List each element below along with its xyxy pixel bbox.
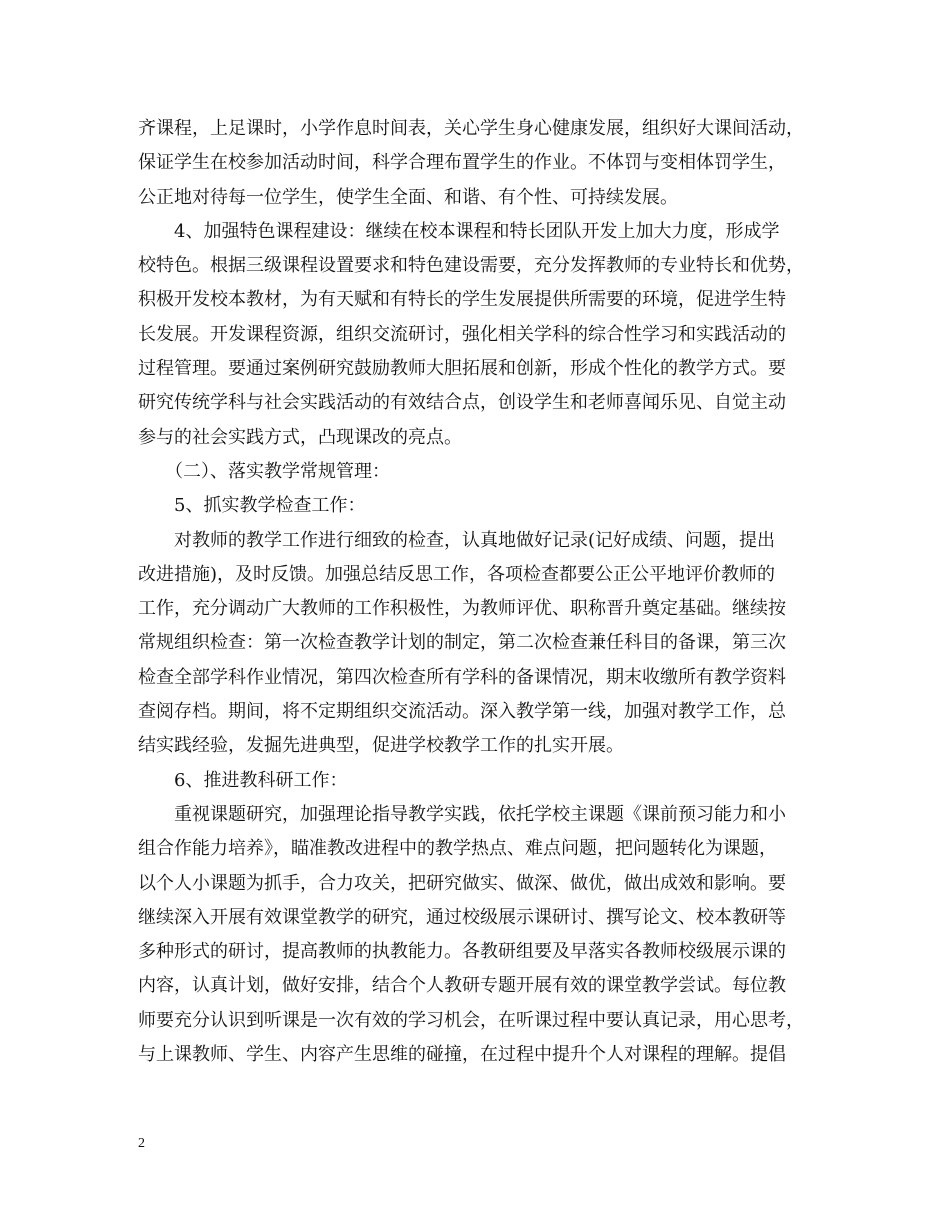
page-number: 2 bbox=[138, 1136, 145, 1151]
text-line: 查阅存档。期间，将不定期组织交流活动。深入教学第一线，加强对教学工作，总 bbox=[138, 701, 786, 723]
document-body bbox=[138, 112, 838, 1072]
text-line: 6、推进教科研工作： bbox=[138, 769, 348, 791]
text-line: 过程管理。要通过案例研究鼓励教师大胆拓展和创新，形成个性化的教学方式。要 bbox=[138, 358, 786, 380]
text-line: 对教师的教学工作进行细致的检查，认真地做好记录(记好成绩、问题，提出 bbox=[138, 529, 776, 551]
text-line: 师要充分认识到听课是一次有效的学习机会，在听课过程中要认真记录，用心思考， bbox=[138, 1009, 804, 1031]
text-line: 长发展。开发课程资源，组织交流研讨，强化相关学科的综合性学习和实践活动的 bbox=[138, 323, 786, 345]
text-line: 4、加强特色课程建设：继续在校本课程和特长团队开发上加大力度，形成学 bbox=[138, 220, 780, 242]
text-line: （二）、落实教学常规管理： bbox=[138, 460, 390, 482]
text-line: 保证学生在校参加活动时间，科学合理布置学生的作业。不体罚与变相体罚学生， bbox=[138, 152, 786, 174]
text-line: 组合作能力培养》，瞄准教改进程中的教学热点、难点问题，把问题转化为课题， bbox=[138, 838, 777, 860]
text-line: 工作，充分调动广大教师的工作积极性，为教师评优、职称晋升奠定基础。继续按 bbox=[138, 598, 786, 620]
text-line: 继续深入开展有效课堂教学的研究，通过校级展示课研讨、撰写论文、校本教研等 bbox=[138, 906, 786, 928]
text-line: 内容，认真计划，做好安排，结合个人教研专题开展有效的课堂教学尝试。每位教 bbox=[138, 975, 786, 997]
text-line: 检查全部学科作业情况，第四次检查所有学科的备课情况，期末收缴所有教学资料 bbox=[138, 666, 786, 688]
text-line: 改进措施)，及时反馈。加强总结反思工作，各项检查都要公正公平地评价教师的 bbox=[138, 563, 776, 585]
text-line: 参与的社会实践方式，凸现课改的亮点。 bbox=[138, 426, 462, 448]
text-line: 常规组织检查：第一次检查教学计划的制定，第二次检查兼任科目的备课，第三次 bbox=[138, 632, 786, 654]
text-line: 以个人小课题为抓手，合力攻关，把研究做实、做深、做优，做出成效和影响。要 bbox=[138, 872, 786, 894]
text-line: 5、抓实教学检查工作： bbox=[138, 495, 366, 517]
text-line: 与上课教师、学生、内容产生思维的碰撞，在过程中提升个人对课程的理解。提倡 bbox=[138, 1044, 786, 1066]
text-line: 重视课题研究，加强理论指导教学实践，依托学校主课题《课前预习能力和小 bbox=[138, 803, 786, 825]
text-line: 结实践经验，发掘先进典型，促进学校教学工作的扎实开展。 bbox=[138, 735, 624, 757]
text-line: 公正地对待每一位学生，使学生全面、和谐、有个性、可持续发展。 bbox=[138, 186, 678, 208]
text-line: 研究传统学科与社会实践活动的有效结合点，创设学生和老师喜闻乐见、自觉主动 bbox=[138, 392, 786, 414]
text-line: 校特色。根据三级课程设置要求和特色建设需要，充分发挥教师的专业特长和优势， bbox=[138, 255, 804, 277]
text-line: 齐课程，上足课时，小学作息时间表，关心学生身心健康发展，组织好大课间活动， bbox=[138, 118, 804, 139]
text-line: 积极开发校本教材，为有天赋和有特长的学生发展提供所需要的环境，促进学生特 bbox=[138, 289, 786, 311]
text-line: 多种形式的研讨，提高教师的执教能力。各教研组要及早落实各教师校级展示课的 bbox=[138, 941, 786, 963]
